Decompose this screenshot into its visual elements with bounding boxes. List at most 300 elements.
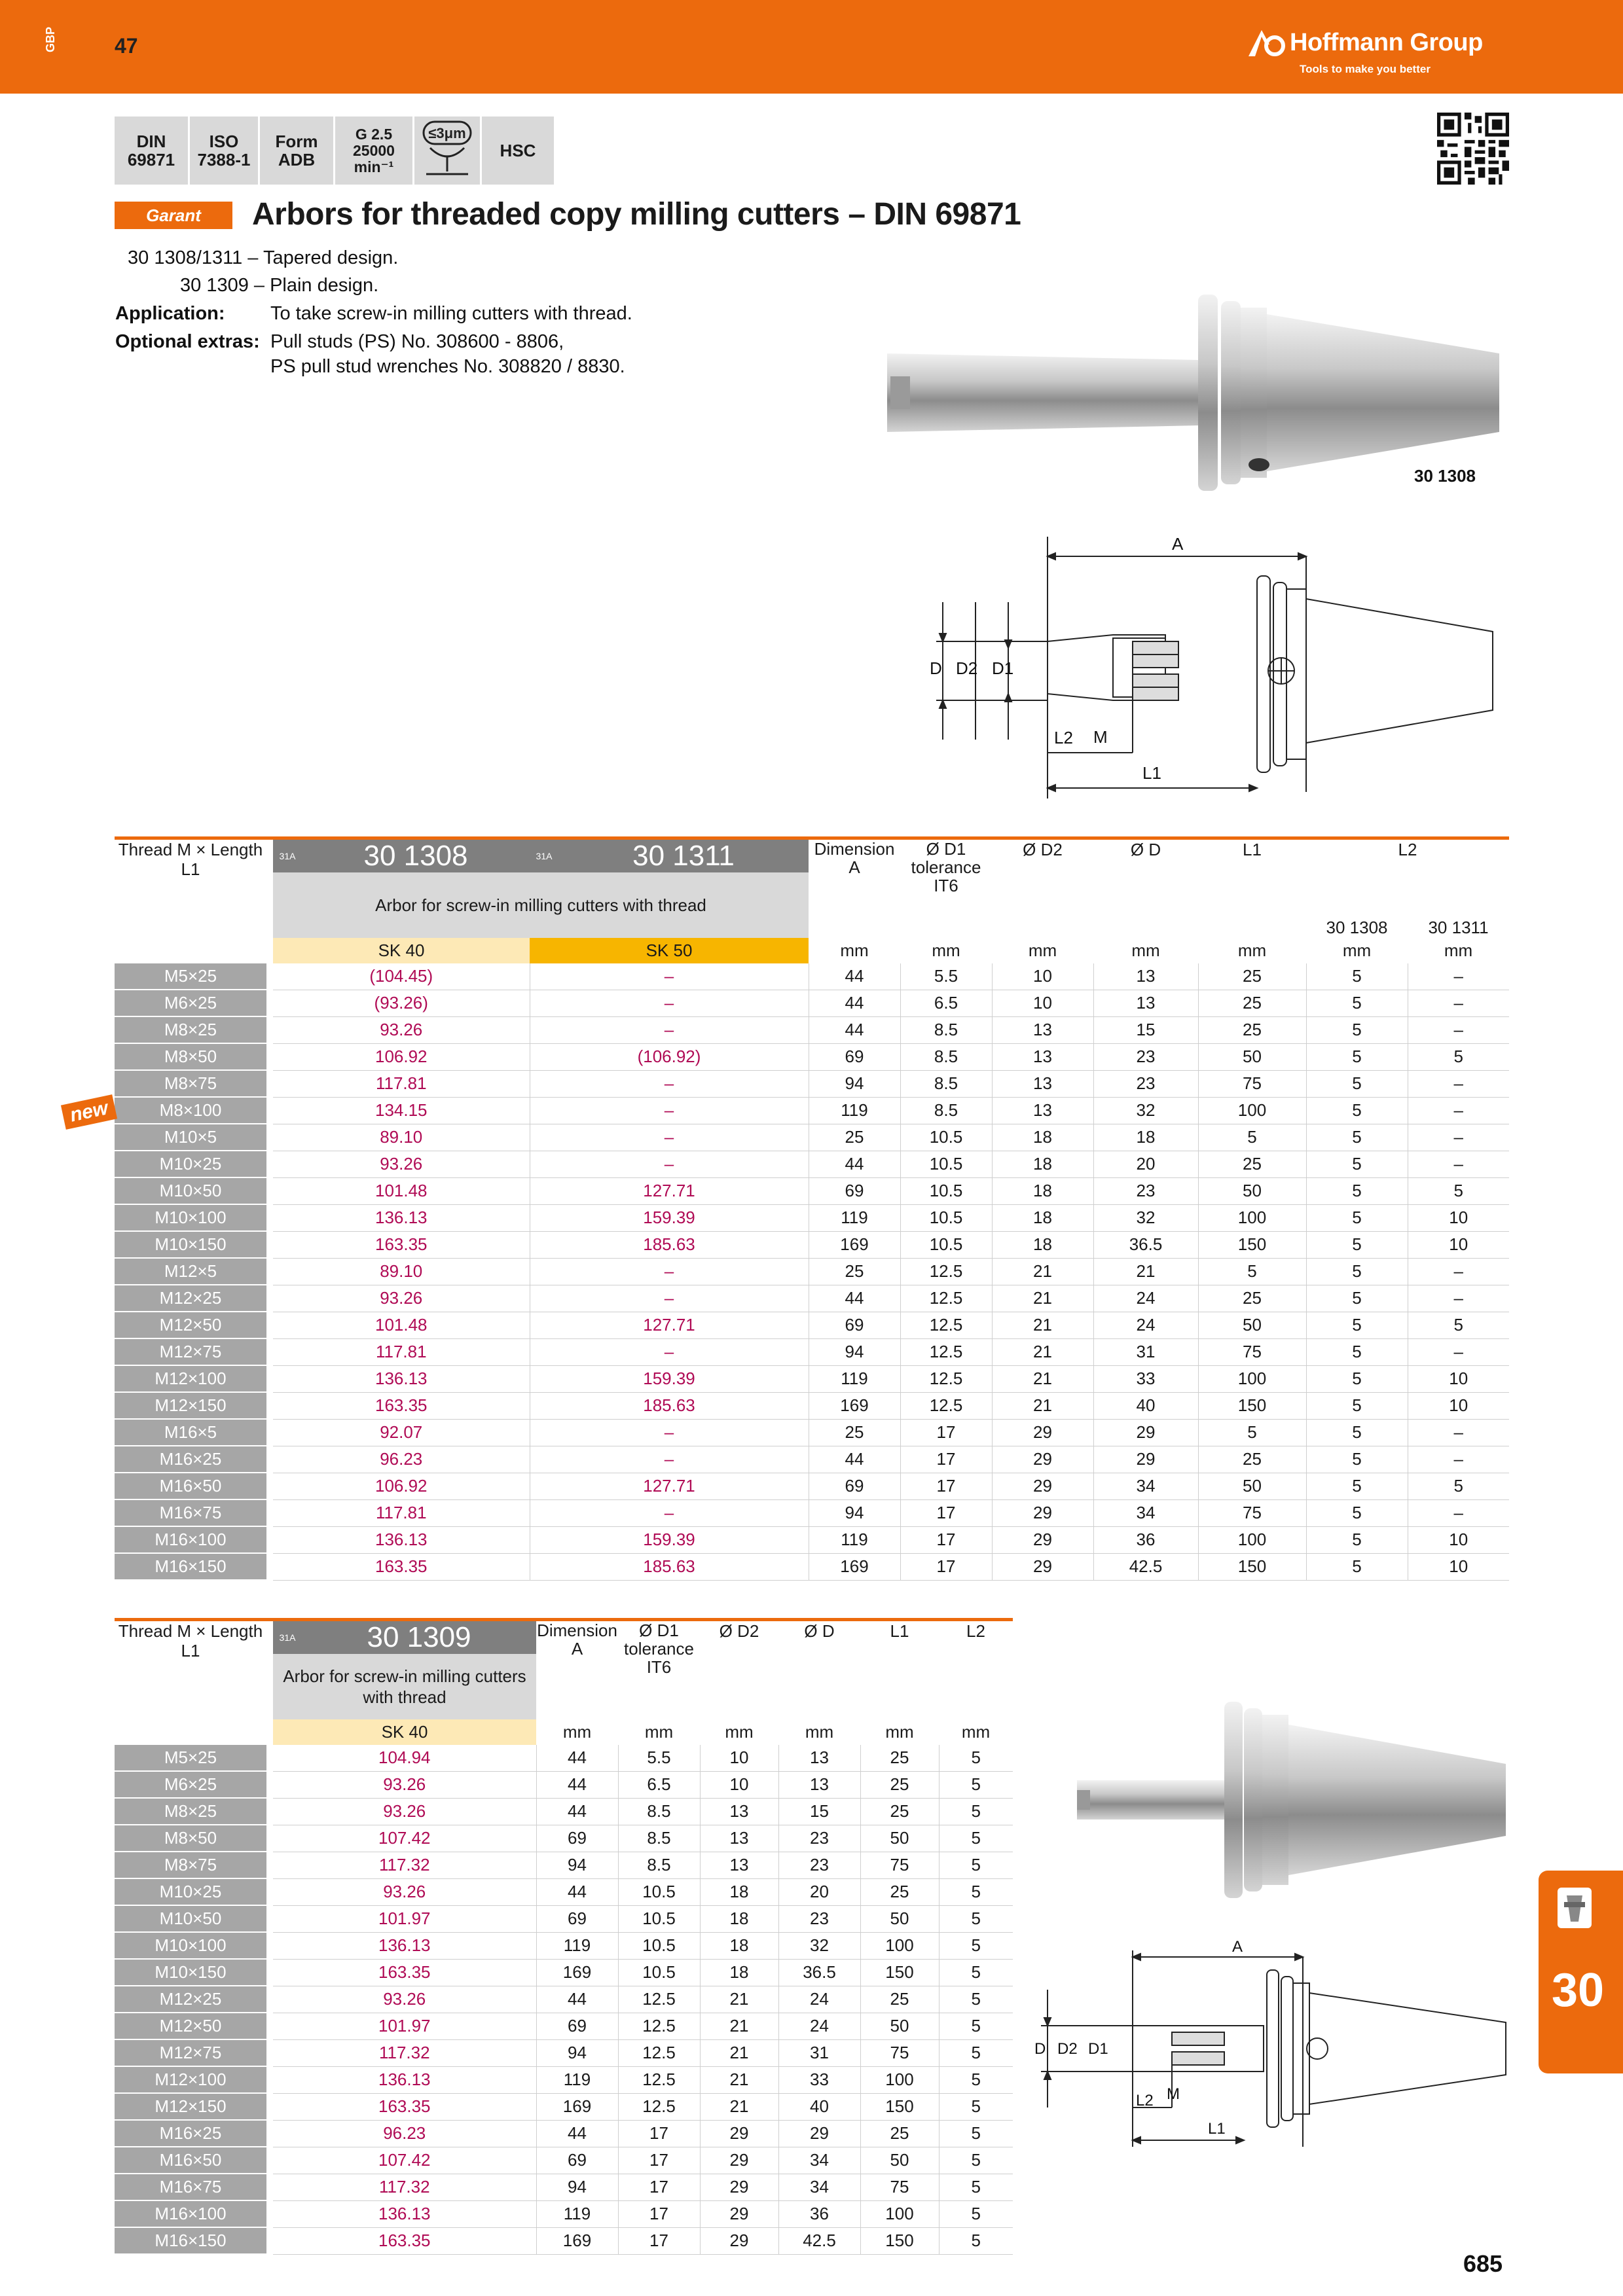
- cell-price-sk40: 163.35: [273, 1392, 530, 1419]
- cell-price-sk40: 106.92: [273, 1473, 530, 1499]
- cell-dim-a: 69: [536, 1905, 618, 1932]
- cell-price-sk50: 159.39: [530, 1526, 809, 1553]
- cell-gap: [266, 1365, 273, 1392]
- cell-dim-a: 119: [809, 1097, 900, 1124]
- cell-d: 13: [778, 1771, 860, 1798]
- cell-d2: 13: [992, 1016, 1093, 1043]
- cell-dim-a: 44: [809, 1446, 900, 1473]
- cell-dim-a: 69: [809, 1473, 900, 1499]
- cell-price-sk40: 106.92: [273, 1043, 530, 1070]
- t1-tag-1: 31A: [273, 840, 302, 872]
- table-row: [115, 1365, 1509, 1392]
- cell-thread: M12×75: [115, 1338, 266, 1365]
- cell-price-sk40: 117.81: [273, 1070, 530, 1097]
- cell-d2: 10: [700, 1745, 778, 1771]
- t1-art-301308: 30 1308: [302, 840, 530, 872]
- table-row: [115, 1070, 1509, 1097]
- cell-l2-301308: 5: [1306, 1016, 1408, 1043]
- cell-l2-301311: –: [1408, 1446, 1509, 1473]
- side-code: GBP: [44, 26, 58, 53]
- cell-d1: 17: [900, 1499, 992, 1526]
- desc-line-3: Application:: [115, 303, 225, 324]
- cell-d2: 13: [992, 1043, 1093, 1070]
- cell-l1: 50: [860, 1905, 939, 1932]
- t1-head-thread: Thread M × Length: [118, 840, 263, 859]
- cell-l1: 100: [1198, 1526, 1306, 1553]
- cell-l2-301311: 10: [1408, 1231, 1509, 1258]
- t1-head-d1: Ø D1 tolerance IT6: [911, 839, 981, 895]
- cell-d: 42.5: [778, 2227, 860, 2254]
- cell-d2: 29: [992, 1446, 1093, 1473]
- cell-d: 31: [778, 2039, 860, 2066]
- cell-l2-301308: 5: [1306, 1043, 1408, 1070]
- cell-gap: [266, 2174, 273, 2200]
- cell-d1: 10.5: [618, 1905, 700, 1932]
- t2-head-dim: Dimension A: [537, 1621, 617, 1659]
- cell-d1: 12.5: [618, 2066, 700, 2093]
- cell-thread: M16×100: [115, 2200, 266, 2227]
- cell-dim-a: 94: [809, 1338, 900, 1365]
- cell-dim-a: 169: [809, 1231, 900, 1258]
- cell-d: 34: [778, 2174, 860, 2200]
- cell-price-sk40: 163.35: [273, 2093, 536, 2120]
- desc-line-3-text: To take screw-in milling cutters with thread.: [270, 303, 632, 324]
- cell-gap: [266, 1446, 273, 1473]
- svg-text:L2: L2: [1136, 2092, 1154, 2109]
- cell-gap: [266, 1312, 273, 1338]
- table-row: [115, 990, 1509, 1016]
- cell-d: 24: [1093, 1285, 1198, 1312]
- cell-l2: 5: [939, 1798, 1013, 1825]
- cell-l2-301308: 5: [1306, 1446, 1408, 1473]
- cell-dim-a: 169: [536, 1959, 618, 1986]
- brand-name: Hoffmann Group: [1290, 29, 1483, 56]
- cell-gap: [266, 1825, 273, 1852]
- cell-l2: 5: [939, 1932, 1013, 1959]
- cell-l1: 100: [860, 1932, 939, 1959]
- cell-d2: 18: [992, 1151, 1093, 1177]
- cell-price-sk50: –: [530, 1151, 809, 1177]
- cell-l2-301311: –: [1408, 1499, 1509, 1526]
- hoffmann-logo-icon: [1247, 27, 1286, 58]
- cell-price-sk50: 185.63: [530, 1231, 809, 1258]
- brand-tagline: Tools to make you better: [1300, 63, 1431, 75]
- cell-l2: 5: [939, 1959, 1013, 1986]
- cell-price-sk50: –: [530, 1285, 809, 1312]
- cell-l2-301308: 5: [1306, 1392, 1408, 1419]
- svg-text:D1: D1: [992, 658, 1014, 678]
- cell-l1: 150: [860, 2093, 939, 2120]
- table-row: [115, 1852, 1013, 1878]
- cell-gap: [266, 1959, 273, 1986]
- cell-l2-301308: 5: [1306, 1338, 1408, 1365]
- cell-thread: M16×25: [115, 2120, 266, 2147]
- cell-dim-a: 44: [536, 1878, 618, 1905]
- cell-d1: 17: [618, 2227, 700, 2254]
- svg-text:L1: L1: [1208, 2120, 1226, 2138]
- cell-thread: M6×25: [115, 1771, 266, 1798]
- cell-d2: 10: [992, 990, 1093, 1016]
- cell-d1: 12.5: [618, 2039, 700, 2066]
- table-row: [115, 1043, 1509, 1070]
- cell-d2: 21: [700, 2013, 778, 2039]
- cell-gap: [266, 1285, 273, 1312]
- cell-l1: 25: [860, 1771, 939, 1798]
- table2-body: [115, 1745, 1013, 2254]
- t1-head-d2: Ø D2: [1023, 840, 1063, 859]
- technical-drawing-plain: [1028, 1937, 1525, 2160]
- cell-d1: 12.5: [900, 1312, 992, 1338]
- table-row: [115, 1392, 1509, 1419]
- cell-price-sk50: –: [530, 1070, 809, 1097]
- cell-l1: 25: [860, 1878, 939, 1905]
- cell-d2: 21: [992, 1365, 1093, 1392]
- cell-l1: 5: [1198, 1258, 1306, 1285]
- table-row: [115, 1312, 1509, 1338]
- cell-l1: 50: [860, 2013, 939, 2039]
- spec-form: Form ADB: [260, 117, 333, 185]
- cell-d: 13: [778, 1745, 860, 1771]
- svg-text:D2: D2: [956, 658, 978, 678]
- table-row: [115, 1446, 1509, 1473]
- table-row: [115, 1745, 1013, 1771]
- table-row: [115, 1258, 1509, 1285]
- cell-gap: [266, 2093, 273, 2120]
- cell-price-sk50: –: [530, 1338, 809, 1365]
- t2-tag: 31A: [273, 1621, 302, 1654]
- cell-l2-301308: 5: [1306, 1151, 1408, 1177]
- table-row: [115, 1338, 1509, 1365]
- cell-l2: 5: [939, 2120, 1013, 2147]
- cell-d: 34: [778, 2147, 860, 2174]
- cell-thread: M10×50: [115, 1177, 266, 1204]
- cell-d2: 18: [992, 1177, 1093, 1204]
- cell-l2: 5: [939, 2227, 1013, 2254]
- cell-d: 29: [1093, 1446, 1198, 1473]
- cell-l2-301311: –: [1408, 1419, 1509, 1446]
- cell-d2: 21: [992, 1392, 1093, 1419]
- cell-price-sk40: 117.32: [273, 1852, 536, 1878]
- cell-d1: 8.5: [900, 1016, 992, 1043]
- cell-d: 15: [778, 1798, 860, 1825]
- t1-head-l2a: 30 1308: [1326, 918, 1388, 937]
- cell-price-sk40: 101.97: [273, 2013, 536, 2039]
- table-row: [115, 1553, 1509, 1580]
- cell-d1: 17: [900, 1446, 992, 1473]
- cell-thread: M6×25: [115, 990, 266, 1016]
- cell-l2: 5: [939, 2013, 1013, 2039]
- cell-dim-a: 44: [536, 1745, 618, 1771]
- cell-l1: 100: [860, 2066, 939, 2093]
- cell-l2-301311: –: [1408, 1097, 1509, 1124]
- cell-l2-301311: –: [1408, 963, 1509, 990]
- t1-art-301311: 30 1311: [558, 840, 809, 872]
- cell-price-sk40: 104.94: [273, 1745, 536, 1771]
- cell-d2: 21: [700, 1986, 778, 2013]
- cell-l2-301311: 10: [1408, 1392, 1509, 1419]
- cell-thread: M16×150: [115, 2227, 266, 2254]
- cell-d2: 29: [700, 2227, 778, 2254]
- cell-gap: [266, 1043, 273, 1070]
- t2-head-l1: L1: [890, 1621, 909, 1641]
- cell-thread: M8×50: [115, 1043, 266, 1070]
- cell-d: 32: [778, 1932, 860, 1959]
- arbor-photo-plain: [1067, 1689, 1525, 1911]
- cell-d1: 12.5: [900, 1338, 992, 1365]
- cell-thread: M8×25: [115, 1016, 266, 1043]
- table-row: [115, 1473, 1509, 1499]
- cell-thread: M10×25: [115, 1878, 266, 1905]
- cell-dim-a: 44: [536, 1798, 618, 1825]
- cell-price-sk40: 101.48: [273, 1312, 530, 1338]
- qr-code-icon[interactable]: [1437, 113, 1509, 185]
- cell-d: 23: [1093, 1043, 1198, 1070]
- cell-price-sk40: 136.13: [273, 1526, 530, 1553]
- cell-d: 33: [778, 2066, 860, 2093]
- table-row: [115, 2120, 1013, 2147]
- cell-d1: 10.5: [900, 1151, 992, 1177]
- t1-head-l2: L2: [1398, 840, 1417, 859]
- cell-gap: [266, 1124, 273, 1151]
- cell-thread: M12×100: [115, 2066, 266, 2093]
- table-row: [115, 2200, 1013, 2227]
- cell-thread: M10×5: [115, 1124, 266, 1151]
- cell-price-sk40: 117.32: [273, 2174, 536, 2200]
- cell-d2: 18: [992, 1231, 1093, 1258]
- cell-dim-a: 25: [809, 1124, 900, 1151]
- svg-text:L1: L1: [1142, 763, 1161, 783]
- cell-l2: 5: [939, 1852, 1013, 1878]
- cell-d1: 12.5: [618, 2013, 700, 2039]
- cell-thread: M16×100: [115, 1526, 266, 1553]
- cell-dim-a: 69: [809, 1177, 900, 1204]
- cell-l1: 100: [1198, 1097, 1306, 1124]
- cell-dim-a: 119: [809, 1526, 900, 1553]
- cell-dim-a: 119: [536, 1932, 618, 1959]
- t2-subhead: Arbor for screw-in milling cutters with thread: [273, 1654, 536, 1719]
- cell-l2-301308: 5: [1306, 1526, 1408, 1553]
- cell-gap: [266, 1338, 273, 1365]
- cell-thread: M10×150: [115, 1959, 266, 1986]
- cell-l2-301311: –: [1408, 1258, 1509, 1285]
- cell-l2-301308: 5: [1306, 1365, 1408, 1392]
- table-row: [115, 2227, 1013, 2254]
- cell-d2: 29: [992, 1526, 1093, 1553]
- cell-dim-a: 169: [536, 2093, 618, 2120]
- cell-l1: 25: [1198, 1016, 1306, 1043]
- cell-l1: 25: [860, 2120, 939, 2147]
- cell-price-sk50: –: [530, 1419, 809, 1446]
- cell-thread: M8×75: [115, 1852, 266, 1878]
- cell-d1: 6.5: [900, 990, 992, 1016]
- cell-d2: 18: [700, 1905, 778, 1932]
- table-row: [115, 2174, 1013, 2200]
- table-row: [115, 1499, 1509, 1526]
- t1-head-d: Ø D: [1130, 840, 1161, 859]
- table-301308-301311: Thread M × Length L1 31A 30 1308 31A 30 1311 Dimension A Ø D1 tolerance IT6 Ø D2 Ø D L1 L2 Arbor for screw-in milling cutters with thread 30 1308 30 1311 SK 40 SK 50 mm mm mm mm mm mm mm M5×25 (104.45) – 44 5.5 10 13 25 5 – M6×25 (93.26) – 44 6.5 10 13 25 5 – M8×25 93.26 – 44 8.5 13 15 25 5 – M8×50 106.92 (106.92) 69 8.5 13 23 50 5 5 M8×75 117.81 – 94 8.5 13 23 75 5 – M8×100 134.15 – 119 8.5 13 32 100 5 – M10×5 89.10 – 25 10.5 18 18 5 5 – M10×25 93.26 – 44 10.5 18 20 25 5 – M10×50 101.48 127.71 69 10.5 18 23 50 5 5 M10×100 136.13 159.39 119 10.5 18 32 100 5 10 M10×150 163.35 185.63 169 10.5 18 36.5 150 5 10 M12×5 89.10 – 25 12.5 21 21 5 5 – M12×25 93.26 – 44 12.5 21 24 25 5 – M12×50 101.48 127.71 69 12.5 21 24 50 5 5 M12×75 117.81 – 94 12.5 21 31 75 5 – M12×100 136.13 159.39 119 12.5 21 33 100 5 10 M12×150 163.35 185.63 169 12.5 21 40 150 5 10 M16×5 92.07 – 25 17 29 29 5 5 – M16×25 96.23 – 44 17 29 29 25 5 – M16×50 106.92 127.71 69 17 29 34 50 5 5 M16×75 117.81 – 94 17 29 34 75 5 – M16×100 136.13 159.39 119 17 29 36 100 5 10 M16×150 163.35 185.63 169 17 29 42.5 150 5 10: [115, 840, 1509, 1581]
- desc-line-4-text: Pull studs (PS) No. 308600 - 8806,: [270, 331, 564, 352]
- t1-head-dim: Dimension A: [814, 839, 895, 877]
- cell-l2-301311: 10: [1408, 1553, 1509, 1580]
- cell-l2-301311: 5: [1408, 1312, 1509, 1338]
- cell-l2-301311: –: [1408, 1338, 1509, 1365]
- table-row: [115, 2039, 1013, 2066]
- cell-l2-301308: 5: [1306, 1553, 1408, 1580]
- cell-dim-a: 94: [536, 2039, 618, 2066]
- cell-l2-301311: 5: [1408, 1043, 1509, 1070]
- t2-head-d2: Ø D2: [719, 1621, 759, 1641]
- cell-l2-301308: 5: [1306, 1231, 1408, 1258]
- t2-head-thread-sub: L1: [181, 1641, 200, 1660]
- cell-price-sk40: 117.81: [273, 1499, 530, 1526]
- table-row: [115, 2013, 1013, 2039]
- cell-price-sk40: 136.13: [273, 2200, 536, 2227]
- cell-price-sk40: 136.13: [273, 1932, 536, 1959]
- cell-l2-301311: –: [1408, 1285, 1509, 1312]
- cell-l2-301308: 5: [1306, 1499, 1408, 1526]
- svg-text:D2: D2: [1057, 2040, 1078, 2058]
- cell-dim-a: 44: [809, 1285, 900, 1312]
- cell-l1: 100: [1198, 1365, 1306, 1392]
- cell-thread: M12×5: [115, 1258, 266, 1285]
- cell-thread: M12×150: [115, 1392, 266, 1419]
- cell-d: 24: [1093, 1312, 1198, 1338]
- cell-d1: 8.5: [900, 1070, 992, 1097]
- t2-head-thread: Thread M × Length: [118, 1621, 263, 1641]
- cell-dim-a: 44: [809, 1016, 900, 1043]
- table-row: [115, 1124, 1509, 1151]
- cell-l1: 25: [1198, 1285, 1306, 1312]
- cell-d1: 12.5: [900, 1365, 992, 1392]
- desc-line-2: 30 1309 – Plain design.: [180, 275, 379, 296]
- cell-d1: 17: [618, 2200, 700, 2227]
- cell-d2: 21: [700, 2039, 778, 2066]
- table-row: [115, 1932, 1013, 1959]
- cell-l2-301308: 5: [1306, 963, 1408, 990]
- cell-l2: 5: [939, 2174, 1013, 2200]
- svg-text:D1: D1: [1088, 2040, 1108, 2058]
- cell-gap: [266, 1070, 273, 1097]
- table-row: [115, 1526, 1509, 1553]
- cell-d1: 5.5: [618, 1745, 700, 1771]
- cell-l1: 25: [1198, 990, 1306, 1016]
- table-row: [115, 963, 1509, 990]
- t2-head-l2: L2: [966, 1621, 985, 1641]
- cell-l1: 50: [860, 2147, 939, 2174]
- cell-d2: 18: [700, 1878, 778, 1905]
- table-301309: Thread M × Length L1 31A 30 1309 Dimension A Ø D1 tolerance IT6 Ø D2 Ø D L1 L2 Arbor for screw-in milling cutters with thread SK 40 mm mm mm mm mm mm M5×25 104.94 44 5.5 10 13 25 5 M6×25 93.26 44 6.5 10 13 25 5 M8×25 93.26 44 8.5 13 15 25 5 M8×50 107.42 69 8.5 13 23 50 5 M8×75 117.32 94 8.5 13 23 75 5 M10×25 93.26 44 10.5 18 20 25 5 M10×50 101.97 69 10.5 18 23 50 5 M10×100 136.13 119 10.5 18 32 100 5 M10×150 163.35 169 10.5 18 36.5 150 5 M12×25 93.26 44 12.5 21 24 25 5 M12×50 101.97 69 12.5 21 24 50 5 M12×75 117.32 94 12.5 21 31 75 5 M12×100 136.13 119 12.5 21 33 100 5 M12×150 163.35 169 12.5 21 40 150 5 M16×25 96.23 44 17 29 29 25 5 M16×50 107.42 69 17 29 34 50 5 M16×75 117.32 94 17 29 34 75 5 M16×100 136.13 119 17 29 36 100 5 M16×150 163.35 169 17 29 42.5 150 5: [115, 1621, 1013, 2255]
- cell-l2: 5: [939, 2147, 1013, 2174]
- cell-thread: M8×25: [115, 1798, 266, 1825]
- cell-d: 20: [778, 1878, 860, 1905]
- cell-d: 36: [1093, 1526, 1198, 1553]
- cell-gap: [266, 1553, 273, 1580]
- cell-thread: M16×150: [115, 1553, 266, 1580]
- cell-d1: 8.5: [618, 1852, 700, 1878]
- table-row: [115, 1285, 1509, 1312]
- cell-gap: [266, 1177, 273, 1204]
- cell-d: 33: [1093, 1365, 1198, 1392]
- t1-tag-2: 31A: [530, 840, 558, 872]
- table-row: [115, 1798, 1013, 1825]
- svg-text:M: M: [1167, 2085, 1180, 2103]
- cell-d1: 12.5: [900, 1392, 992, 1419]
- cell-thread: M16×50: [115, 2147, 266, 2174]
- cell-d1: 10.5: [618, 1878, 700, 1905]
- cell-l2-301308: 5: [1306, 1177, 1408, 1204]
- cell-price-sk40: 136.13: [273, 1365, 530, 1392]
- cell-l2-301308: 5: [1306, 1124, 1408, 1151]
- cell-d2: 18: [700, 1932, 778, 1959]
- cell-l2-301308: 5: [1306, 1285, 1408, 1312]
- t2-head-d: Ø D: [804, 1621, 835, 1641]
- cell-gap: [266, 1473, 273, 1499]
- svg-text:D: D: [1034, 2040, 1046, 2058]
- cell-price-sk40: 136.13: [273, 1204, 530, 1231]
- cell-l1: 25: [1198, 1151, 1306, 1177]
- cell-d1: 17: [900, 1473, 992, 1499]
- cell-l1: 150: [860, 1959, 939, 1986]
- cell-gap: [266, 1419, 273, 1446]
- t2-sk40: SK 40: [273, 1719, 536, 1745]
- cell-d1: 12.5: [618, 2093, 700, 2120]
- cell-price-sk40: 93.26: [273, 1016, 530, 1043]
- cell-gap: [266, 963, 273, 990]
- cell-d1: 17: [618, 2147, 700, 2174]
- cell-d: 32: [1093, 1097, 1198, 1124]
- cell-l1: 150: [1198, 1392, 1306, 1419]
- spec-runout: [414, 117, 480, 185]
- cell-d: 23: [778, 1825, 860, 1852]
- cell-l2-301311: –: [1408, 1151, 1509, 1177]
- cell-d: 29: [778, 2120, 860, 2147]
- cell-l2: 5: [939, 2093, 1013, 2120]
- cell-d1: 10.5: [618, 1932, 700, 1959]
- photo-label-301308: 30 1308: [1414, 466, 1476, 486]
- table-row: [115, 1878, 1013, 1905]
- cell-d2: 13: [700, 1798, 778, 1825]
- cell-l1: 50: [1198, 1177, 1306, 1204]
- cell-price-sk40: 93.26: [273, 1878, 536, 1905]
- cell-price-sk40: 163.35: [273, 1553, 530, 1580]
- cell-thread: M16×75: [115, 2174, 266, 2200]
- cell-price-sk40: 93.26: [273, 1771, 536, 1798]
- cell-d2: 13: [992, 1097, 1093, 1124]
- cell-gap: [266, 1771, 273, 1798]
- cell-d1: 12.5: [900, 1285, 992, 1312]
- cell-dim-a: 94: [536, 1852, 618, 1878]
- cell-l2: 5: [939, 1986, 1013, 2013]
- cell-l2-301311: –: [1408, 1016, 1509, 1043]
- cell-gap: [266, 2066, 273, 2093]
- cell-thread: M12×150: [115, 2093, 266, 2120]
- cell-d: 23: [1093, 1177, 1198, 1204]
- desc-line-5-text: PS pull stud wrenches No. 308820 / 8830.: [270, 356, 625, 377]
- cell-dim-a: 69: [536, 2013, 618, 2039]
- cell-thread: M10×100: [115, 1932, 266, 1959]
- cell-l1: 150: [1198, 1553, 1306, 1580]
- t1-unit: mm: [840, 941, 869, 960]
- cell-price-sk40: 136.13: [273, 2066, 536, 2093]
- cell-d: 20: [1093, 1151, 1198, 1177]
- cell-l2-301311: 10: [1408, 1365, 1509, 1392]
- cell-l2-301311: –: [1408, 1124, 1509, 1151]
- cell-d1: 10.5: [618, 1959, 700, 1986]
- cell-price-sk50: (106.92): [530, 1043, 809, 1070]
- cell-d2: 21: [700, 2066, 778, 2093]
- cell-d: 34: [1093, 1473, 1198, 1499]
- cell-dim-a: 44: [536, 1986, 618, 2013]
